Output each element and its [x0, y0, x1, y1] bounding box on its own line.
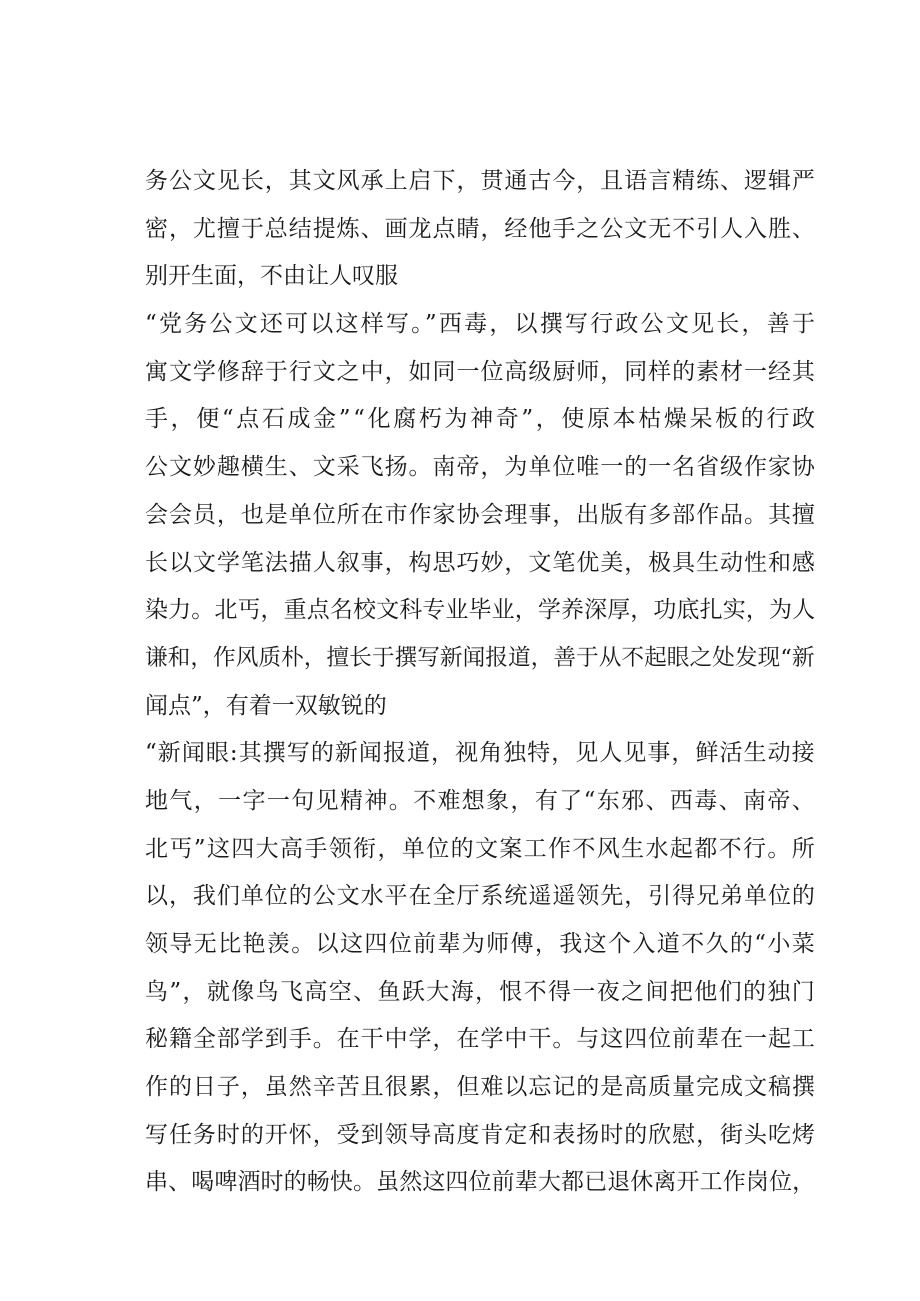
text-line: 密，尤擅于总结提炼、画龙点睛，经他手之公文无不引人入胜、 [145, 215, 816, 242]
text-line: 串、喝啤酒时的畅快。虽然这四位前辈大都已退休离开工作岗位， [145, 1169, 816, 1196]
text-line: 领导无比艳羡。以这四位前辈为师傅，我这个入道不久的“小菜 [145, 931, 817, 957]
text-line: 作的日子，虽然辛苦且很累，但难以忘记的是高质量完成文稿撰 [145, 1074, 816, 1101]
text-line: 手，便“点石成金”“化腐朽为神奇”，使原本枯燥呆板的行政 [145, 406, 818, 433]
text-line: 别开生面，不由让人叹服 [145, 263, 398, 290]
text-line: 长以文学笔法描人叙事，构思巧妙，文笔优美，极具生动性和感 [145, 549, 816, 576]
text-line: 务公文见长，其文风承上启下，贯通古今，且语言精练、逻辑严 [145, 168, 816, 194]
text-line: 染力。北丐，重点名校文科专业毕业，学养深厚，功底扎实，为人 [145, 597, 816, 624]
text-line: 会会员，也是单位所在市作家协会理事，出版有多部作品。其擅 [145, 501, 816, 528]
text-line: 鸟”，就像鸟飞高空、鱼跃大海，恨不得一夜之间把他们的独门 [145, 978, 817, 1005]
text-line: 北丐”这四大高手领衔，单位的文案工作不风生水起都不行。所 [145, 835, 817, 862]
text-line: 公文妙趣横生、文采飞扬。南帝，为单位唯一的一名省级作家协 [145, 454, 816, 481]
text-line: 谦和，作风质朴，擅长于撰写新闻报道，善于从不起眼之处发现“新 [145, 644, 815, 671]
body-text [145, 158, 818, 1207]
text-line: “新闻眼:其撰写的新闻报道，视角独特，见人见事，鲜活生动接 [145, 740, 816, 767]
text-line: 以，我们单位的公文水平在全厅系统遥遥领先，引得兄弟单位的 [145, 883, 816, 910]
text-line: “党务公文还可以这样写。”西毒，以撰写行政公文见长，善于 [145, 311, 818, 338]
text-line: 闻点”，有着一双敏锐的 [145, 692, 387, 719]
text-line: 秘籍全部学到手。在干中学，在学中干。与这四位前辈在一起工 [145, 1026, 816, 1053]
text-line: 寓文学修辞于行文之中，如同一位高级厨师，同样的素材一经其 [145, 358, 816, 385]
text-line: 地气，一字一句见精神。不难想象，有了“东邪、西毒、南帝、 [145, 787, 817, 814]
text-line: 写任务时的开怀，受到领导高度肯定和表扬时的欣慰，街头吃烤 [145, 1121, 816, 1148]
